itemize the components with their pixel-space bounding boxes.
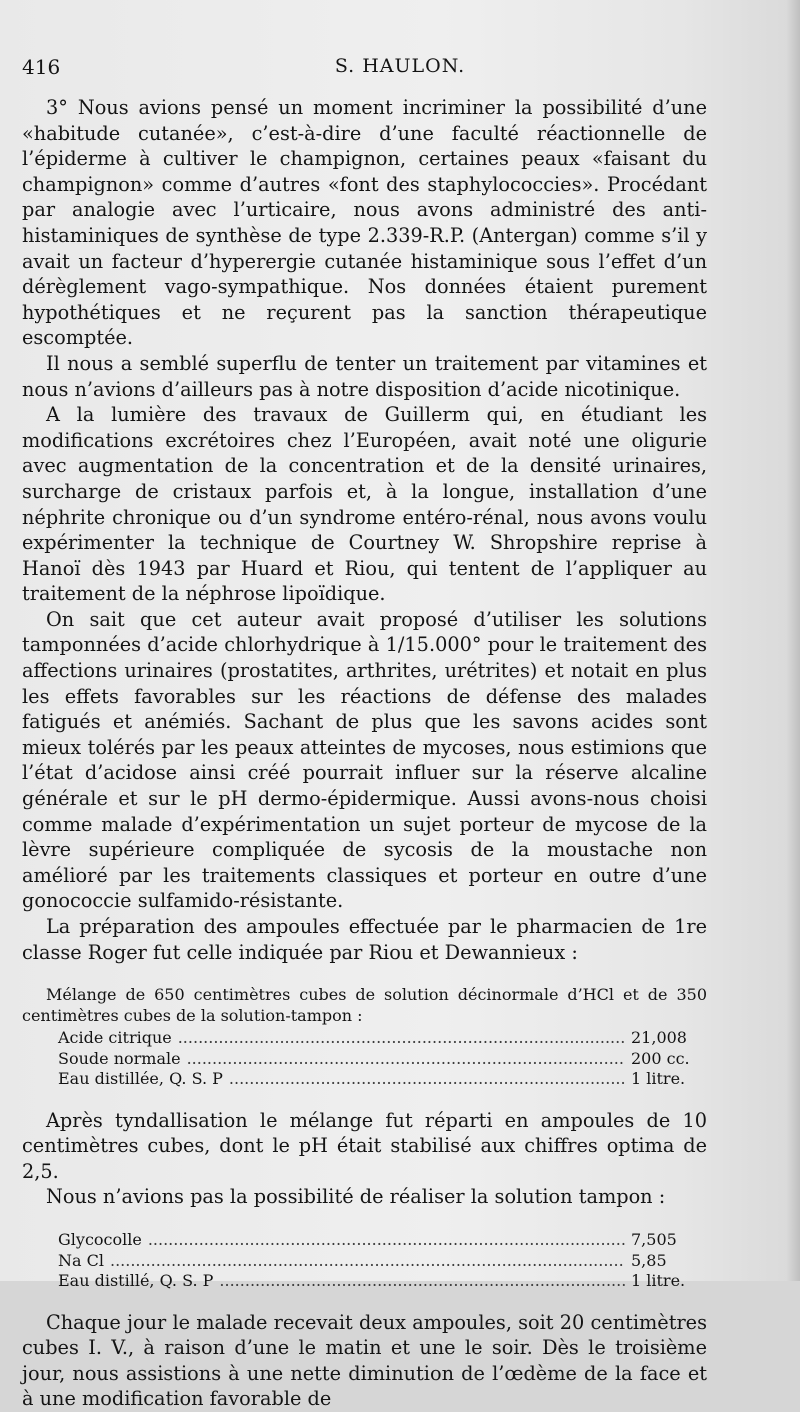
paragraph: Nous n’avions pas la possibilité de réaliser la solution tampon : [46, 1185, 666, 1209]
ingredient-value: 5,85 [631, 1250, 667, 1270]
recipe-row [58, 1271, 701, 1292]
spacer [22, 1292, 707, 1310]
recipe-row [58, 1251, 701, 1272]
running-head: S. HAULON. [334, 55, 466, 77]
leader-dots [110, 1251, 625, 1272]
recipe-intro: Mélange de 650 centimètres cubes de solution décinormale d’HCl et de 350 centimètres cubes de la solution-tampon : [22, 985, 707, 1025]
ingredient-value: 200 cc. [631, 1048, 690, 1068]
paragraph: Chaque jour le malade recevait deux ampoules, soit 20 centimètres cubes I. V., à raison d’une le matin et une le soir. Dès le troisième jour, nous assistions à une nette diminution de l’œdème de la face et à une modification favorable de [22, 1310, 707, 1411]
paragraph: 3° Nous avions pensé un moment incriminer la possibilité d’une «habitude cutanée», c’est-à-dire d’une faculté réactionnelle de l’épiderme à cultiver le champignon, certaines peaux «faisant du champignon» comme d’autres «font des staphylococcies». Procédant par analogie avec l’urticaire, nous avons administré des anti-histaminiques de synthèse de type 2.339-R.P. (Antergan) comme s’il y avait un facteur d’hyperergie cutanée histaminique sous l’effet d’un dérèglement vago-sympathique. Nos données étaient purement hypothétiques et ne reçurent pas la sanction thérapeutique escomptée. [22, 96, 707, 350]
ingredient-value: 21,008 [631, 1028, 687, 1048]
recipe-row [58, 1069, 701, 1090]
paragraph: A la lumière des travaux de Guillerm qui, en étudiant les modifications excrétoires chez l’Européen, avait noté une oligurie avec augmentation de la concentration et de la densité urinaires, surcharge de cristaux parfois et, à la longue, installation d’une néphrite chronique ou d’un syndrome entéro-rénal, nous avons voulu expérimenter la technique de Courtney W. Shropshire reprise à Hanoï dès 1943 par Huard et Riou, qui tentent de l’appliquer au traitement de la néphrose lipoïdique. [22, 403, 707, 606]
ingredient-label: Na Cl [58, 1250, 104, 1270]
paragraph: La préparation des ampoules effectuée par le pharmacien de 1re classe Roger fut celle indiquée par Riou et Dewannieux : [22, 915, 707, 964]
paragraph: Après tyndallisation le mélange fut réparti en ampoules de 10 centimètres cubes, dont le pH était stabilisé aux chiffres optima de 2,5. [22, 1108, 707, 1183]
ingredient-label: Eau distillée, Q. S. P [58, 1069, 223, 1089]
ingredient-label: Eau distillé, Q. S. P [58, 1271, 214, 1291]
page-header [22, 55, 778, 85]
recipe-buffer-hcl [22, 985, 707, 1090]
paragraph: On sait que cet auteur avait proposé d’utiliser les solutions tamponnées d’acide chlorhydrique à 1/15.000° pour le traitement des affections urinaires (prostatites, arthrites, urétrites) et notait en plus les effets favorables sur les réactions de défense des malades fatigués et anémiés. Sachant de plus que les savons acides sont mieux tolérés par les peaux atteintes de mycoses, nous estimions que l’état d’acidose ainsi créé pourrait influer sur la réserve alcaline générale et sur le pH dermo-épidermique. Aussi avons-nous choisi comme malade d’expérimentation un sujet porteur de mycose de la lèvre supérieure compliquée de sycosis de la moustache non amélioré par les traitements classiques et porteur en outre d’une gonococcie sulfamido-résistante. [22, 607, 707, 913]
spacer [22, 1090, 707, 1108]
leader-dots [229, 1069, 625, 1090]
leader-dots [148, 1230, 625, 1251]
ingredient-label: Acide citrique [58, 1028, 172, 1048]
leader-dots [178, 1028, 625, 1049]
ingredient-label: Glycocolle [58, 1230, 142, 1250]
recipe-row [58, 1049, 701, 1070]
leader-dots [187, 1049, 625, 1070]
recipe-row [58, 1028, 701, 1049]
page-body [22, 95, 707, 1412]
ingredient-value: 7,505 [631, 1230, 677, 1250]
page-number: 416 [22, 55, 61, 79]
ingredient-label: Soude normale [58, 1048, 181, 1068]
recipe-row [58, 1230, 701, 1251]
paragraph: Il nous a semblé superflu de tenter un traitement par vitamines et nous n’avions d’ailleurs pas à notre disposition d’acide nicotinique. [22, 351, 707, 401]
ingredient-value: 1 litre. [631, 1069, 686, 1089]
leader-dots [219, 1271, 625, 1292]
page-edge-shadow [786, 0, 800, 1281]
ingredient-value: 1 litre. [631, 1271, 686, 1291]
recipe-buffer-glycocolle [22, 1230, 707, 1292]
